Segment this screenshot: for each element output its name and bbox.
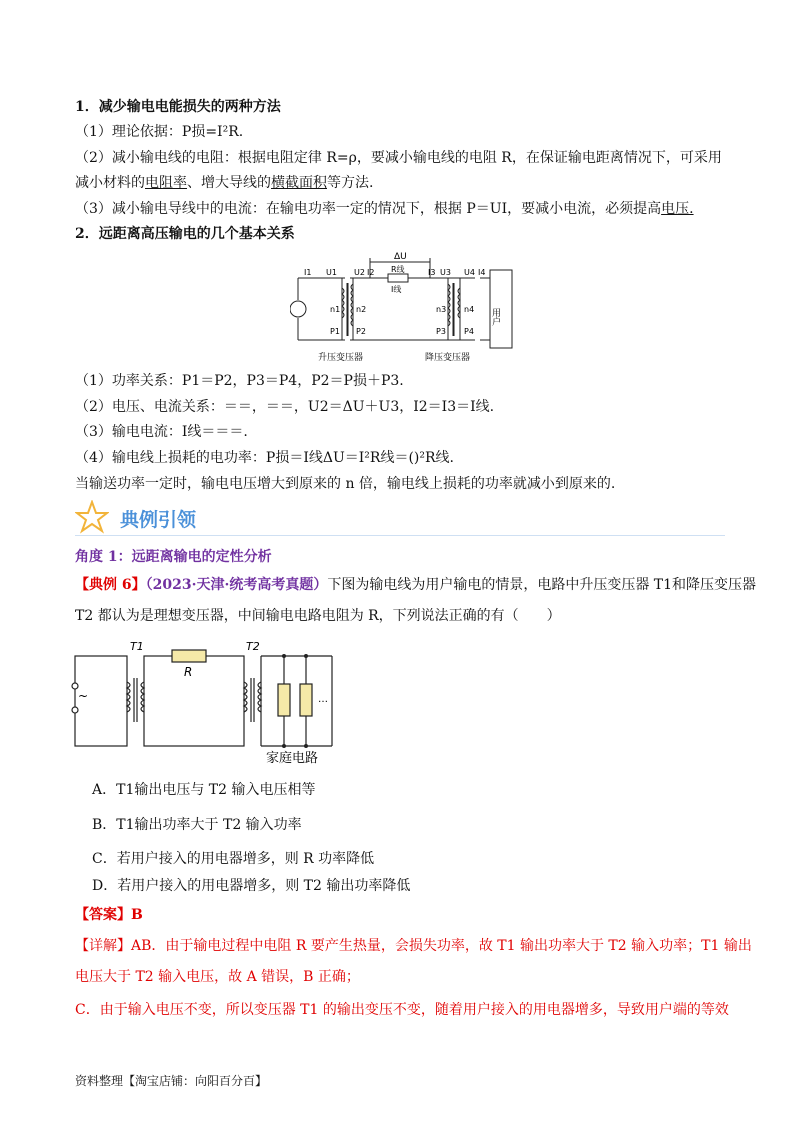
- relation-power: （1）功率关系：P1＝P2，P3＝P4，P2＝P损＋P3.: [75, 373, 404, 389]
- diagram-step-down: 降压变压器: [425, 353, 471, 363]
- p2b-mid: 、增大导线的: [187, 175, 271, 191]
- diagram-n3: n3: [436, 305, 447, 314]
- answer-detail-1: 【详解】AB．由于输电过程中电阻 R 要产生热量，会损失功率，故 T1 输出功率大于 T2 输入功率；T1 输出: [75, 938, 752, 954]
- circuit-figure: [70, 638, 340, 768]
- section1-p3: [75, 199, 694, 219]
- angle-heading: 角度 1：远距离输电的定性分析: [75, 549, 272, 565]
- option-c[interactable]: C．若用户接入的用电器增多，则 R 功率降低: [92, 851, 375, 867]
- example-question-line2: T2 都认为是理想变压器，中间输电电路电阻为 R，下列说法正确的有（ ）: [75, 608, 561, 624]
- p3-pre: （3）减小输电导线中的电流：在输电功率一定的情况下，根据 P＝UI，要减小电流，必须提高: [75, 201, 662, 217]
- fig-R: R: [184, 665, 193, 679]
- fig-T2: T2: [246, 640, 260, 653]
- diagram-P3: P3: [436, 327, 446, 336]
- transmission-diagram: [290, 248, 520, 366]
- diagram-R-line: R线: [391, 265, 405, 274]
- diagram-step-up: 升压变压器: [318, 353, 364, 363]
- diagram-delta-u: ΔU: [394, 252, 407, 262]
- diagram-U2: U2: [354, 268, 365, 277]
- answer-detail-2: 电压大于 T2 输入电压，故 A 错误，B 正确；: [75, 969, 360, 985]
- diagram-n2: n2: [356, 305, 367, 314]
- banner-title: 典例引领: [120, 509, 197, 531]
- fig-dots: …: [318, 694, 328, 705]
- answer-detail-3: C．由于输入电压不变，所以变压器 T1 的输出变压不变，随着用户接入的用电器增多，导致用户端的等效: [75, 1002, 729, 1018]
- p2b-underline2: 横截面积: [271, 175, 327, 191]
- p3-underline: 电压.: [661, 201, 694, 217]
- diagram-I4: I4: [478, 268, 486, 277]
- diagram-I-line: I线: [391, 285, 402, 294]
- section1-p2b: [75, 173, 373, 193]
- example-source: （2023·天津·统考高考真题）: [145, 577, 328, 593]
- ac-source-icon: ~: [78, 689, 89, 703]
- fig-T1: T1: [130, 640, 144, 653]
- section1-p2a: （2）减小输电线的电阻：根据电阻定律 R=ρ，要减小输电线的电阻 R，在保证输电距离情况下，可采用: [75, 150, 722, 166]
- section1-heading: 1．减少输电电能损失的两种方法: [75, 99, 281, 115]
- footer-note: 资料整理【淘宝店铺：向阳百分百】: [75, 1074, 268, 1088]
- diagram-P1: P1: [330, 327, 340, 336]
- diagram-U4: U4: [464, 268, 475, 277]
- diagram-I1: I1: [304, 268, 312, 277]
- diagram-U1: U1: [326, 268, 337, 277]
- answer-label: 【答案】B: [75, 907, 143, 923]
- option-a[interactable]: A．T1输出电压与 T2 输入电压相等: [92, 782, 316, 798]
- banner-divider: [75, 535, 725, 536]
- example-q1: 下图为输电线为用户输电的情景，电路中升压变压器 T1和降压变压器: [327, 577, 757, 593]
- diagram-I3: I3: [428, 268, 436, 277]
- relation-loss-power: （4）输电线上损耗的电功率：P损＝I线ΔU＝I²R线＝()²R线.: [75, 450, 454, 466]
- p2b-post: 等方法.: [327, 175, 374, 191]
- diagram-n4: n4: [464, 305, 475, 314]
- diagram-P2: P2: [356, 327, 366, 336]
- option-b[interactable]: B．T1输出功率大于 T2 输入功率: [92, 817, 302, 833]
- p2b-underline1: 电阻率: [145, 175, 187, 191]
- example-tag: 【典例 6】: [75, 577, 146, 593]
- diagram-I2: I2: [367, 268, 375, 277]
- relation-voltage-current: （2）电压、电流关系：＝＝，＝＝，U2＝ΔU＋U3，I2＝I3＝I线.: [75, 399, 495, 415]
- option-d[interactable]: D．若用户接入的用电器增多，则 T2 输出功率降低: [92, 878, 411, 894]
- fig-home-circuit: 家庭电路: [266, 751, 319, 766]
- diagram-P4: P4: [464, 327, 474, 336]
- diagram-n1: n1: [330, 305, 341, 314]
- section1-p1: （1）理论依据：P损=I²R.: [75, 124, 244, 140]
- star-icon: [75, 500, 109, 534]
- section2-heading: 2．远距离高压输电的几个基本关系: [75, 226, 295, 242]
- p2b-pre: 减小材料的: [75, 175, 145, 191]
- relation-line-current: （3）输电电流：I线＝＝＝.: [75, 424, 248, 440]
- diagram-user: 用户: [490, 308, 500, 326]
- relation-summary: 当输送功率一定时，输电电压增大到原来的 n 倍，输电线上损耗的功率就减小到原来的.: [75, 476, 616, 492]
- diagram-U3: U3: [440, 268, 451, 277]
- example-question-line1: [75, 575, 756, 595]
